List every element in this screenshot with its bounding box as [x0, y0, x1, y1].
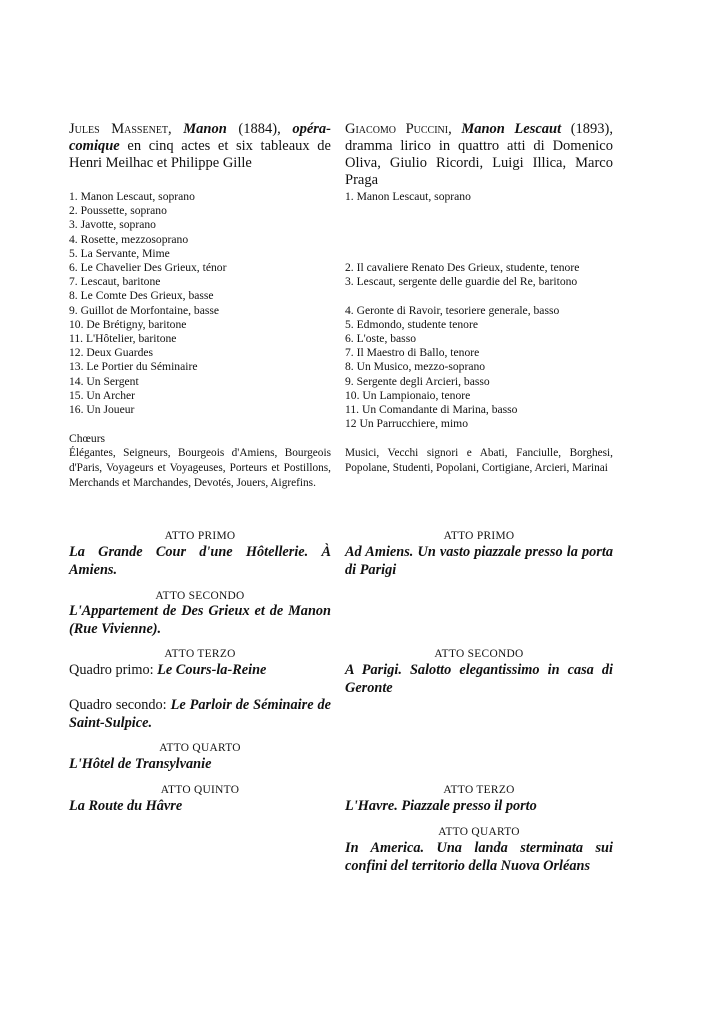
right-act-3-scene: L'Havre. Piazzale presso il porto: [345, 798, 537, 814]
left-role-item: 1. Manon Lescaut, soprano: [69, 190, 195, 203]
left-act-1-scene: La Grande Cour d'une Hôtellerie. À Amiens.: [69, 544, 331, 578]
left-act-3-title-1: Le Cours-la-Reine: [157, 662, 267, 678]
left-act-2-scene: L'Appartement de Des Grieux et de Manon (Rue Vivienne).: [69, 603, 331, 637]
left-role-item: 2. Poussette, soprano: [69, 204, 167, 218]
left-act-3-title-2: Le Parloir de Séminaire de Saint-Sulpice.: [69, 697, 331, 731]
right-act-1-scene: Ad Amiens. Un vasto piazzale presso la porta di Parigi: [345, 544, 613, 578]
left-chorus: Élégantes, Seigneurs, Bourgeois d'Amiens, Bourgeois d'Paris, Voyageurs et Voyageuses, Porteurs et Postillons, Merchands et Marchandes, Devotés, Jouers, Aigrefins.: [69, 447, 331, 489]
left-chorus-title: Chœurs: [69, 432, 106, 445]
right-role-item: 12 Un Parrucchiere, mimo: [345, 417, 468, 431]
right-role-item: 2. Il cavaliere Renato Des Grieux, studente, tenore: [345, 261, 580, 274]
right-chorus: Musici, Vecchi signori e Abati, Fanciulle, Borghesi, Popolane, Studenti, Popolani, Cortigiane, Arcieri, Marinai: [345, 447, 613, 474]
right-title: Manon Lescaut: [461, 121, 562, 137]
right-act-1-label: ATTO PRIMO: [443, 530, 515, 542]
right-role-item: 6. L'oste, basso: [345, 332, 417, 345]
right-act-2-scene: A Parigi. Salotto elegantissimo in casa di Geronte: [345, 662, 613, 696]
left-act-4-scene: L'Hôtel de Transylvanie: [69, 756, 212, 772]
left-role-item: 6. Le Chavelier Des Grieux, ténor: [69, 261, 227, 274]
right-act-2-label: ATTO SECONDO: [434, 648, 524, 660]
left-role-item: 11. L'Hôtelier, baritone: [69, 332, 177, 345]
left-role-item: 5. La Servante, Mime: [69, 246, 170, 260]
left-act-5-scene: La Route du Hâvre: [69, 798, 183, 814]
left-role-item: 13. Le Portier du Séminaire: [69, 360, 198, 374]
right-role-item: 1. Manon Lescaut, soprano: [345, 190, 471, 203]
left-role-item: 3. Javotte, soprano: [69, 218, 156, 232]
right-role-item: 9. Sergente degli Arcieri, basso: [345, 374, 490, 388]
left-role-item: 8. Le Comte Des Grieux, basse: [69, 289, 214, 303]
right-details: (1893), dramma lirico in quattro atti di Domenico Oliva, Giulio Ricordi, Luigi Illica, Marco Praga: [345, 121, 613, 188]
left-details: en cinq actes et six tableaux de Henri Meilhac et Philippe Gille: [69, 138, 331, 171]
left-role-item: 4. Rosette, mezzosoprano: [69, 232, 189, 246]
left-act-3-prefix-2: Quadro secondo:: [69, 697, 171, 713]
left-title: Manon: [183, 121, 227, 137]
right-role-item: 8. Un Musico, mezzo-soprano: [345, 360, 486, 374]
left-role-item: 7. Lescaut, baritone: [69, 275, 161, 289]
left-act-3-scene-1: [69, 662, 331, 680]
left-role-item: 10. De Brétigny, baritone: [69, 317, 187, 331]
left-act-3-prefix-1: Quadro primo:: [69, 662, 158, 678]
right-act-4-label: ATTO QUARTO: [438, 826, 520, 838]
left-role-item: 14. Un Sergent: [69, 374, 139, 388]
right-heading: Giacomo Puccini, Manon Lescaut (1893), dramma lirico in quattro atti di Domenico Oliva, Giulio Ricordi, Luigi Illica, Marco Praga: [345, 121, 613, 188]
left-act-3-scene-2: [69, 697, 331, 732]
left-role-item: 16. Un Joueur: [69, 403, 135, 416]
left-act-2-label: ATTO SECONDO: [155, 590, 245, 602]
left-role-item: 9. Guillot de Morfontaine, basse: [69, 303, 220, 317]
left-act-5-label: ATTO QUINTO: [160, 784, 240, 796]
right-act-4-scene: In America. Una landa sterminata sui confini del territorio della Nuova Orléans: [345, 840, 613, 874]
right-role-item: 4. Geronte di Ravoir, tesoriere generale, basso: [345, 303, 560, 317]
right-role-item: 10. Un Lampionaio, tenore: [345, 388, 471, 402]
right-composer: Giacomo Puccini: [345, 121, 449, 137]
right-role-item: 11. Un Comandante di Marina, basso: [345, 403, 518, 416]
right-role-item: 3. Lescaut, sergente delle guardie del Re, baritono: [345, 275, 578, 289]
left-year: (1884),: [226, 121, 293, 137]
left-act-4-label: ATTO QUARTO: [159, 742, 241, 754]
left-genre: opéra-comique: [69, 121, 331, 154]
right-role-item: 7. Il Maestro di Ballo, tenore: [345, 346, 480, 360]
left-role-item: 15. Un Archer: [69, 388, 136, 402]
left-role-item: 12. Deux Guardes: [69, 346, 154, 360]
right-role-item: 5. Edmondo, studente tenore: [345, 317, 478, 331]
left-heading: Jules Massenet, Manon (1884), opéra-comique en cinq actes et six tableaux de Henri Meilhac et Philippe Gille: [69, 121, 331, 171]
left-act-1-label: ATTO PRIMO: [164, 530, 236, 542]
left-act-3-label: ATTO TERZO: [164, 648, 236, 660]
left-composer: Jules Massenet: [69, 121, 169, 137]
right-act-3-label: ATTO TERZO: [443, 784, 515, 796]
